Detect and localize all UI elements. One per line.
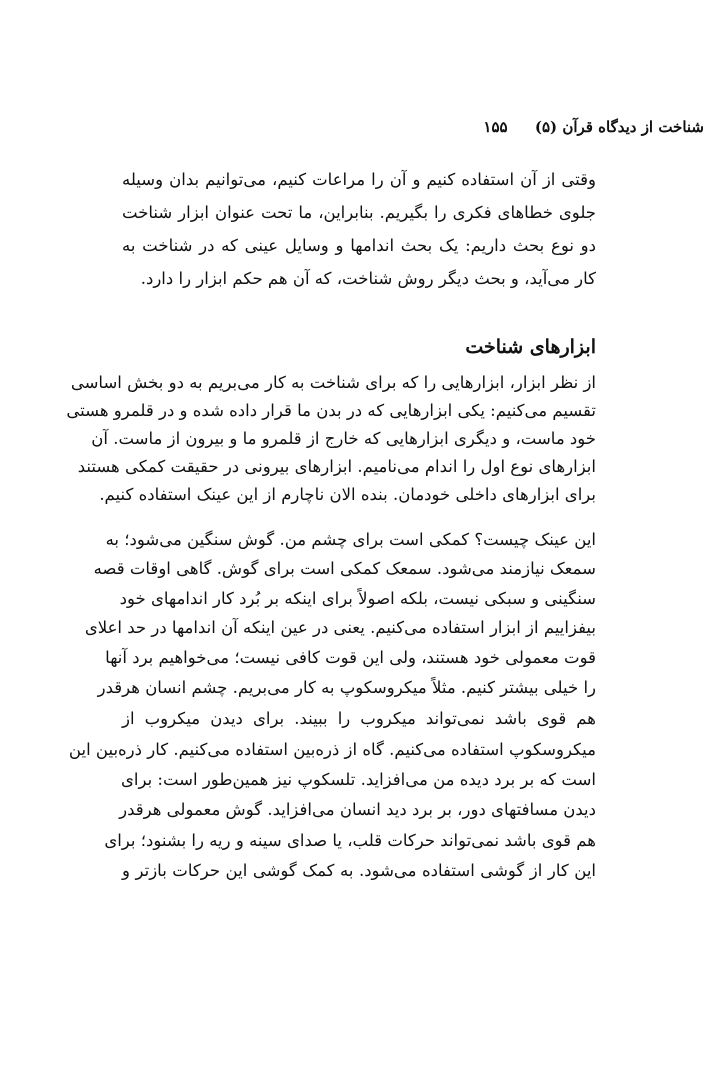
text-line: ابزارهای نوع اول را اندام می‌نامیم. ابزارهای بیرونی در حقیقت کمکی هستند <box>77 457 596 476</box>
text-line: هم قوی باشد نمی‌تواند میکروب را ببیند. برای دیدن میکروب از <box>122 709 596 728</box>
text-line: سمعک نیازمند می‌شود. سمعک کمکی است برای گوش. گاهی اوقات قصه <box>93 559 596 578</box>
text-line: برای ابزارهای داخلی خودمان. بنده الان ناچارم از این عینک استفاده کنیم. <box>99 485 596 504</box>
text-line: میکروسکوپ استفاده می‌کنیم. گاه از ذره‌بین استفاده می‌کنیم. کار ذره‌بین این <box>68 740 596 759</box>
text-line: از نظر ابزار، ابزارهایی را که برای شناخت به کار می‌بریم به دو بخش اساسی <box>70 373 596 392</box>
text-line: بیفزاییم از ابزار استفاده می‌کنیم. یعنی در عین اینکه آن اندامها در حد اعلای <box>84 618 596 637</box>
page-number: ۱۵۵ <box>483 118 508 136</box>
running-header-title: شناخت از دیدگاه قرآن (۵) <box>534 118 704 136</box>
text-line: سنگینی و سبکی نیست، بلکه اصولاً برای اینکه بر بُرد کار اندامهای خود <box>119 589 596 608</box>
text-line: را خیلی بیشتر کنیم. مثلاً میکروسکوپ به کار می‌بریم. چشم انسان هرقدر <box>97 678 596 697</box>
text-line: دو نوع بحث داریم: یک بحث اندامها و وسایل عینی که در شناخت به <box>122 236 596 255</box>
text-line: است که بر برد دیده من می‌افزاید. تلسکوپ نیز همین‌طور است: برای <box>120 770 596 789</box>
text-line: هم قوی باشد نمی‌تواند حرکات قلب، یا صدای سینه و ریه را بشنود؛ برای <box>104 831 596 850</box>
text-line: این عینک چیست؟ کمکی است برای چشم من. گوش سنگین می‌شود؛ به <box>105 530 596 549</box>
text-line: خود ماست، و دیگری ابزارهایی که خارج از قلمرو ما و بیرون از ماست. آن <box>91 429 596 448</box>
running-header <box>234 118 704 136</box>
section-heading: ابزارهای شناخت <box>465 336 596 358</box>
text-line: این کار از گوشی استفاده می‌شود. به کمک گوشی این حرکات بازتر و <box>122 861 596 880</box>
text-line: وقتی از آن استفاده کنیم و آن را مراعات کنیم، می‌توانیم بدان وسیله <box>122 170 596 189</box>
text-line: دیدن مسافتهای دور، بر برد دید انسان می‌افزاید. گوش معمولی هرقدر <box>119 800 596 819</box>
text-line: تقسیم می‌کنیم: یکی ابزارهایی که در بدن ما قرار داده شده و در قلمرو هستی <box>66 401 596 420</box>
text-line: کار می‌آید، و بحث دیگر روش شناخت، که آن هم حکم ابزار را دارد. <box>140 269 596 288</box>
text-line: قوت معمولی خود هستند، ولی این قوت کافی نیست؛ می‌خواهیم برد آنها <box>105 648 596 667</box>
text-line: جلوی خطاهای فکری را بگیریم. بنابراین، ما تحت عنوان ابزار شناخت <box>122 203 596 222</box>
